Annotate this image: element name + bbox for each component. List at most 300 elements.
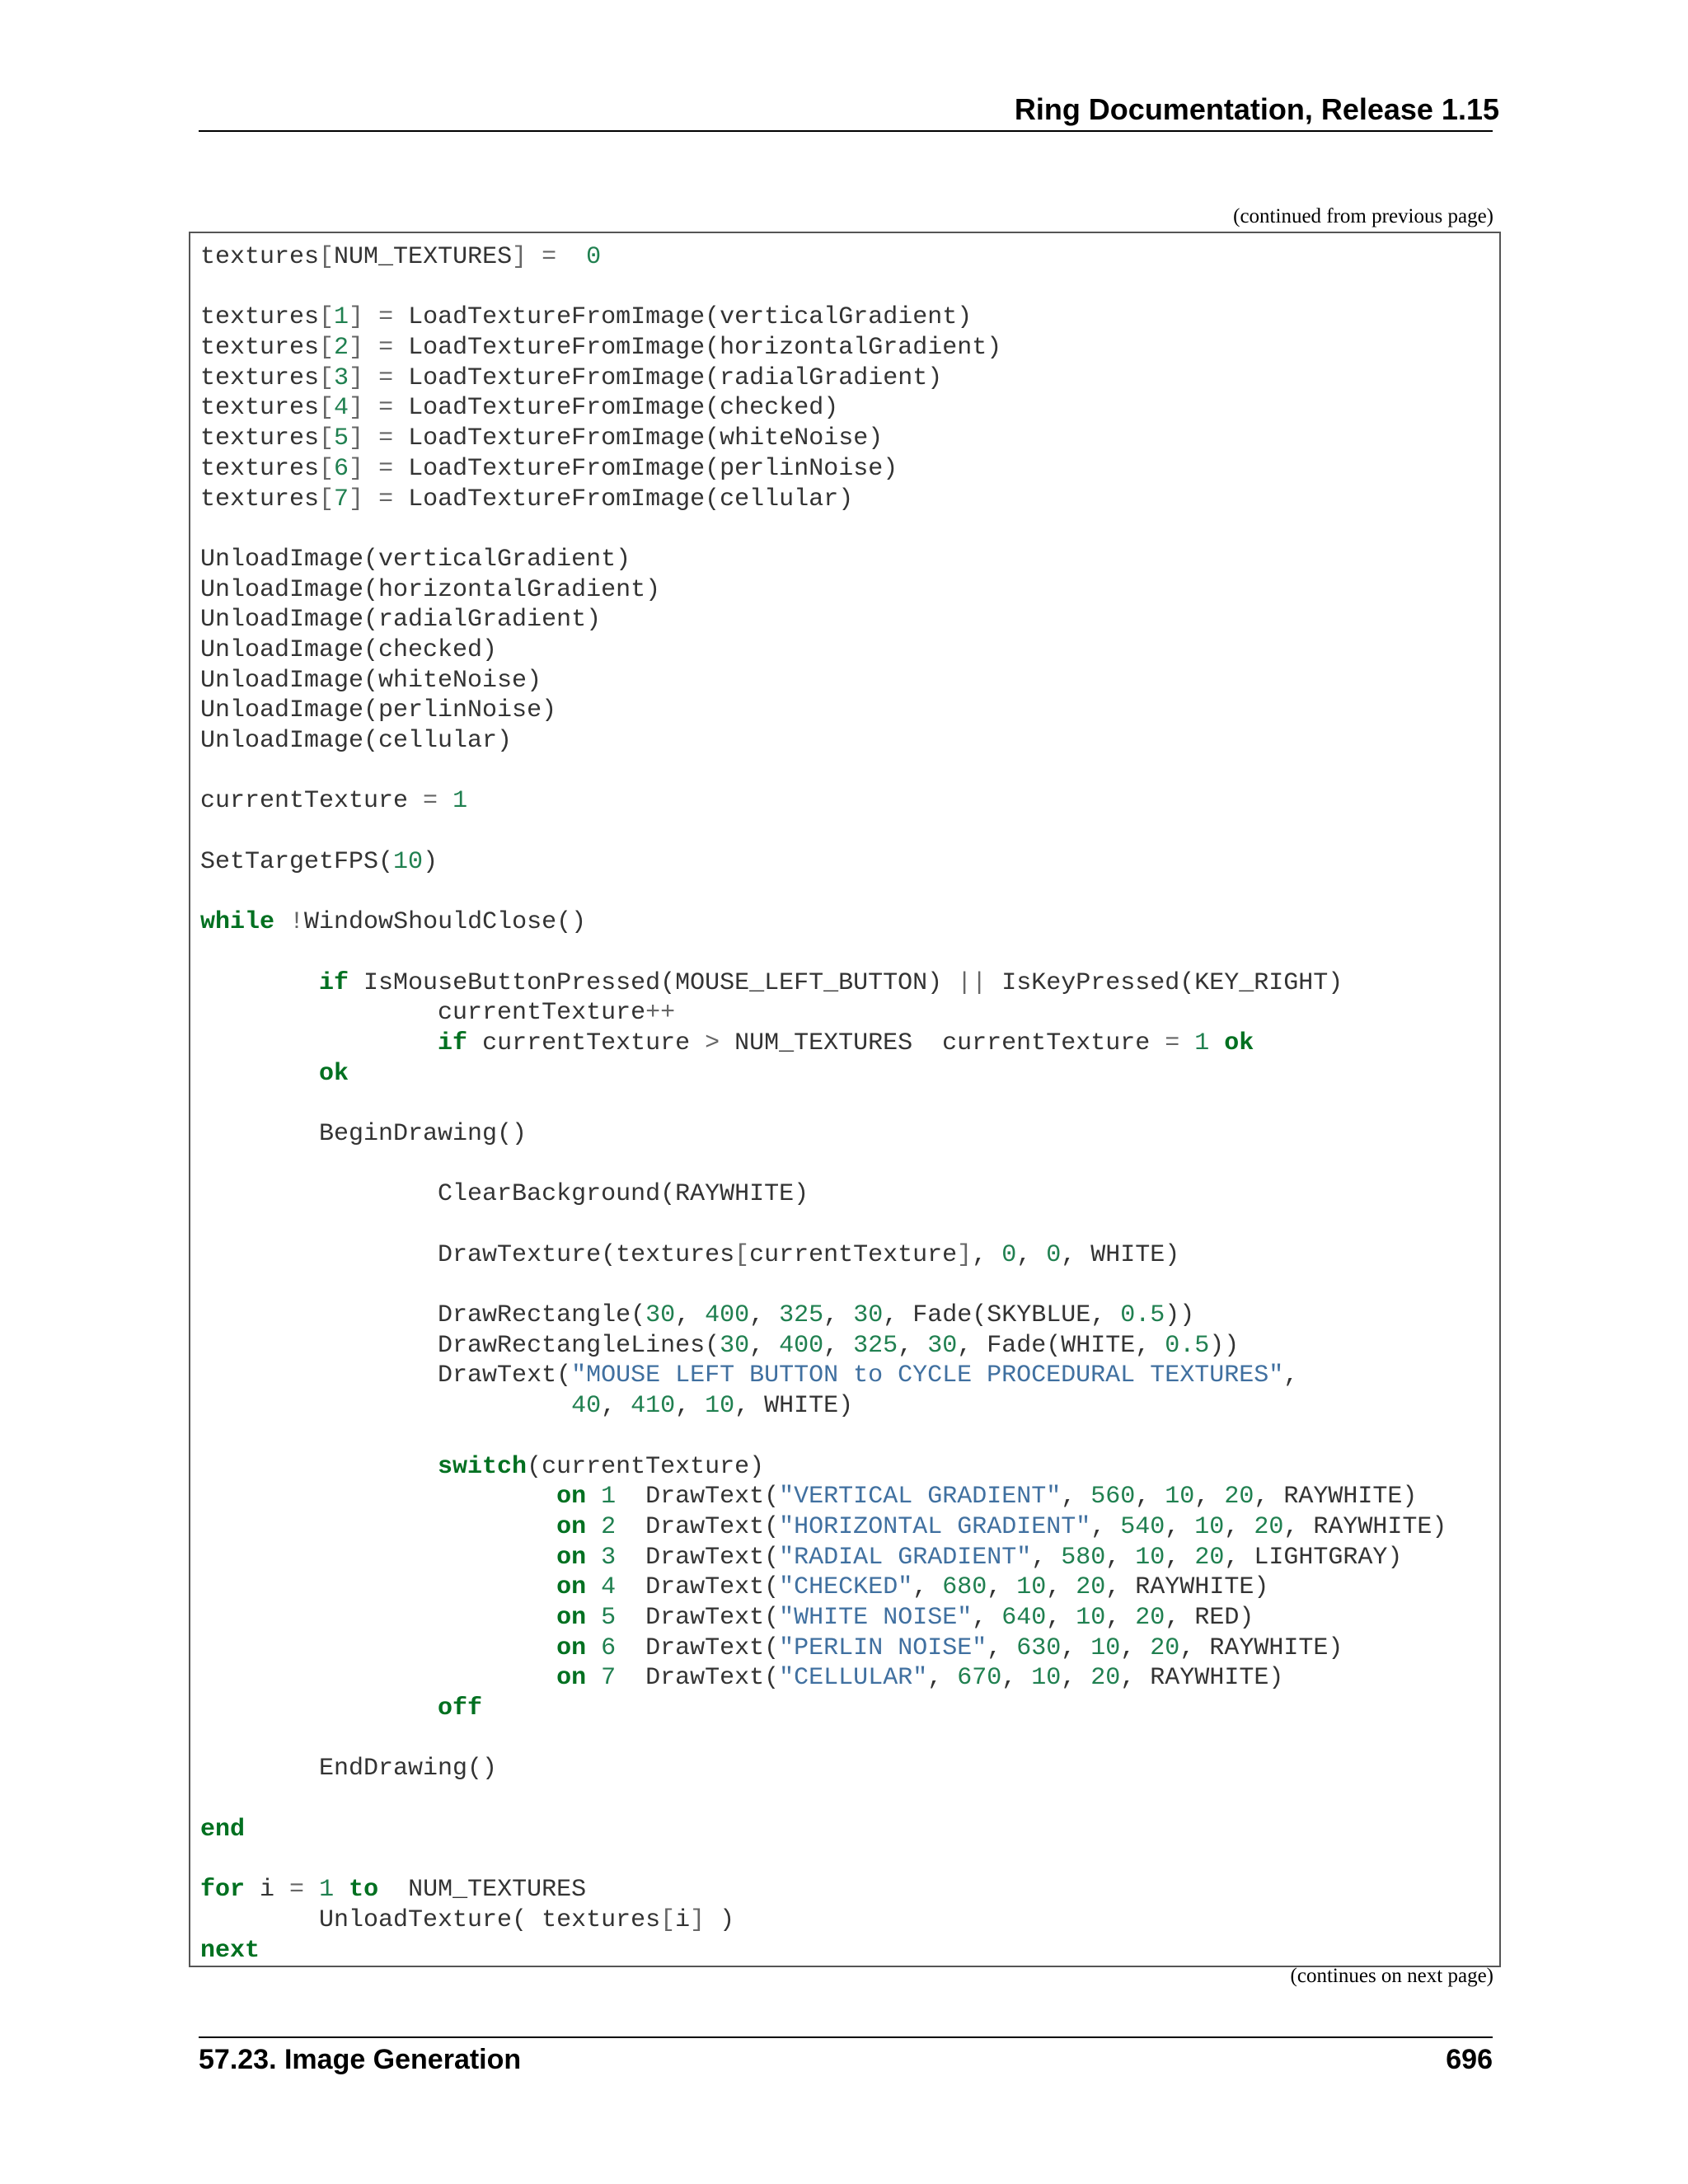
- code-token: "CHECKED": [779, 1573, 913, 1602]
- code-token: 20: [1150, 1633, 1180, 1662]
- code-token: [: [319, 303, 335, 332]
- code-token: [: [319, 485, 335, 513]
- code-token: 6: [601, 1633, 617, 1662]
- code-token: 0: [1001, 1240, 1017, 1269]
- code-token: NUM_TEXTURES: [334, 243, 513, 271]
- code-token: [363, 303, 378, 331]
- code-token: [363, 485, 378, 513]
- code-token: on: [556, 1483, 587, 1511]
- code-line: [200, 273, 1447, 303]
- code-line: [200, 1572, 1447, 1603]
- code-token: 30: [720, 1331, 750, 1360]
- code-token: LoadTextureFromImage(radialGradient): [393, 363, 943, 392]
- code-token: ,: [1283, 1361, 1299, 1390]
- code-token: 10: [1165, 1483, 1195, 1511]
- code-token: ,: [1061, 1664, 1091, 1693]
- code-token: 20: [1254, 1512, 1284, 1541]
- code-token: 20: [1090, 1664, 1121, 1693]
- code-token: ]: [349, 424, 364, 453]
- code-line: [200, 1603, 1447, 1633]
- code-token: 0: [1046, 1240, 1062, 1269]
- code-token: , WHITE): [1061, 1240, 1180, 1269]
- code-token: , RED): [1165, 1603, 1254, 1632]
- code-token: ]: [957, 1240, 973, 1269]
- code-token: end: [200, 1815, 246, 1844]
- code-line: [200, 1482, 1447, 1512]
- code-token: [200, 1573, 556, 1601]
- code-token: [304, 1876, 319, 1904]
- code-token: DrawText(: [616, 1483, 780, 1511]
- code-token: IsMouseButtonPressed(MOUSE_LEFT_BUTTON): [349, 968, 958, 997]
- code-line: [200, 968, 1447, 999]
- code-token: ]: [349, 394, 364, 423]
- code-token: 0.5: [1120, 1301, 1165, 1330]
- code-token: 540: [1120, 1512, 1165, 1541]
- code-line: [200, 1210, 1447, 1240]
- code-token: ,: [1165, 1512, 1195, 1541]
- code-token: i: [245, 1876, 290, 1905]
- code-line: [200, 1391, 1447, 1422]
- code-line: [200, 817, 1447, 847]
- code-token: ,: [675, 1301, 706, 1330]
- code-line: [200, 1452, 1447, 1483]
- code-token: 0: [586, 243, 602, 271]
- code-line: [200, 847, 1447, 878]
- code-token: [1179, 1029, 1194, 1057]
- code-token: 400: [705, 1301, 750, 1330]
- code-token: 640: [1001, 1603, 1047, 1632]
- code-token: ,: [601, 1392, 631, 1421]
- code-token: , Fade(WHITE,: [957, 1331, 1165, 1360]
- code-line: [200, 907, 1447, 938]
- code-token: 680: [942, 1573, 987, 1602]
- code-line: [200, 242, 1447, 273]
- code-token: 10: [1076, 1603, 1106, 1632]
- code-token: ,: [972, 1603, 1002, 1632]
- code-line: [200, 545, 1447, 575]
- code-token: off: [438, 1694, 483, 1722]
- code-token: ,: [1046, 1573, 1076, 1602]
- code-line: [200, 1150, 1447, 1180]
- code-token: "MOUSE LEFT BUTTON to CYCLE PROCEDURAL TEXTURES": [571, 1361, 1284, 1390]
- code-token: ,: [927, 1664, 958, 1693]
- code-token: ,: [823, 1301, 854, 1330]
- code-token: NUM_TEXTURES: [378, 1876, 587, 1905]
- code-token: "VERTICAL GRADIENT": [779, 1483, 1062, 1511]
- code-token: [527, 243, 542, 271]
- code-token: =: [378, 424, 394, 453]
- code-token: 1: [601, 1483, 617, 1511]
- code-line: [200, 333, 1447, 363]
- code-line: [200, 1724, 1447, 1755]
- page-number: 696: [1446, 2044, 1493, 2075]
- code-token: ,: [1046, 1603, 1076, 1632]
- code-token: textures: [200, 303, 320, 332]
- code-token: ,: [987, 1573, 1017, 1602]
- code-token: 30: [927, 1331, 958, 1360]
- code-line: [200, 786, 1447, 817]
- code-line: [200, 363, 1447, 394]
- code-token: "WHITE NOISE": [779, 1603, 973, 1632]
- code-token: textures: [200, 334, 320, 363]
- code-token: if: [438, 1029, 468, 1057]
- code-line: [200, 1270, 1447, 1301]
- code-token: "RADIAL GRADIENT": [779, 1543, 1032, 1572]
- code-token: "HORIZONTAL GRADIENT": [779, 1512, 1091, 1541]
- code-token: =: [378, 394, 394, 423]
- code-token: [556, 243, 586, 271]
- code-token: [200, 1453, 438, 1481]
- code-line: [200, 1815, 1447, 1845]
- code-token: ,: [675, 1392, 706, 1421]
- code-token: ClearBackground(RAYWHITE): [200, 1180, 809, 1209]
- code-token: 10: [1194, 1512, 1225, 1541]
- code-token: ]: [349, 303, 364, 332]
- code-token: ): [705, 1905, 735, 1934]
- code-token: currentTexture: [200, 787, 424, 816]
- code-line: [200, 1663, 1447, 1694]
- code-line: [200, 1059, 1447, 1090]
- code-line: [200, 1633, 1447, 1664]
- code-token: ,: [1224, 1512, 1254, 1541]
- code-token: 20: [1135, 1603, 1165, 1632]
- code-token: 1: [319, 1876, 335, 1905]
- code-line: [200, 1029, 1447, 1059]
- code-line: [200, 1179, 1447, 1210]
- code-token: , RAYWHITE): [1120, 1664, 1284, 1693]
- code-token: 20: [1076, 1573, 1106, 1602]
- code-token: [586, 1634, 601, 1662]
- code-token: LoadTextureFromImage(verticalGradient): [393, 303, 973, 332]
- code-token: DrawTexture(textures: [200, 1240, 735, 1269]
- code-token: [586, 1544, 601, 1572]
- code-token: UnloadTexture( textures: [200, 1905, 661, 1934]
- code-line: [200, 696, 1447, 726]
- code-token: textures: [200, 363, 320, 392]
- code-token: ,: [1120, 1633, 1151, 1662]
- code-line: [200, 757, 1447, 787]
- code-token: textures: [200, 394, 320, 423]
- code-token: )): [1209, 1331, 1240, 1360]
- code-line: [200, 666, 1447, 696]
- code-line: [200, 575, 1447, 606]
- code-token: [: [319, 363, 335, 392]
- code-token: "CELLULAR": [779, 1664, 928, 1693]
- code-line: [200, 1543, 1447, 1573]
- code-token: 4: [334, 394, 349, 423]
- code-token: 0.5: [1165, 1331, 1210, 1360]
- code-token: 30: [853, 1301, 884, 1330]
- code-token: [334, 1876, 349, 1904]
- code-token: next: [200, 1936, 260, 1965]
- code-line: [200, 1331, 1447, 1361]
- code-token: =: [378, 334, 394, 363]
- code-token: )): [1165, 1301, 1195, 1330]
- code-token: ,: [1090, 1512, 1121, 1541]
- code-token: 1: [452, 787, 468, 816]
- code-token: ,: [1165, 1543, 1195, 1572]
- code-token: [200, 1544, 556, 1572]
- code-token: ,: [1061, 1633, 1091, 1662]
- code-token: [586, 1483, 601, 1511]
- code-token: =: [1165, 1029, 1180, 1057]
- code-token: DrawRectangleLines(: [200, 1331, 720, 1360]
- code-line: [200, 938, 1447, 968]
- code-token: UnloadImage(whiteNoise): [200, 666, 542, 695]
- code-token: on: [556, 1664, 587, 1693]
- code-token: ,: [749, 1301, 780, 1330]
- code-token: ): [423, 847, 438, 876]
- code-token: [586, 1573, 601, 1601]
- code-token: on: [556, 1512, 587, 1541]
- code-token: !: [289, 908, 305, 937]
- code-line: [200, 1844, 1447, 1875]
- code-token: DrawText(: [616, 1573, 780, 1602]
- code-token: , Fade(SKYBLUE,: [883, 1301, 1121, 1330]
- code-token: 10: [1090, 1633, 1121, 1662]
- code-line: [200, 1936, 1447, 1966]
- code-token: DrawText(: [616, 1543, 780, 1572]
- code-token: , RAYWHITE): [1254, 1483, 1418, 1511]
- code-token: ,: [1031, 1543, 1062, 1572]
- code-token: 7: [601, 1664, 617, 1693]
- code-token: 4: [601, 1573, 617, 1602]
- code-token: DrawText(: [616, 1512, 780, 1541]
- code-token: 400: [779, 1331, 824, 1360]
- code-token: [200, 1664, 556, 1692]
- code-block: [189, 232, 1501, 1967]
- code-token: NUM_TEXTURES currentTexture: [720, 1029, 1165, 1057]
- code-token: >: [705, 1029, 720, 1057]
- code-token: 10: [1135, 1543, 1165, 1572]
- code-token: ,: [1001, 1664, 1032, 1693]
- code-token: [363, 334, 378, 362]
- code-token: 670: [957, 1664, 1002, 1693]
- code-line: [200, 1422, 1447, 1452]
- code-token: UnloadImage(checked): [200, 635, 498, 664]
- code-token: ok: [319, 1059, 349, 1088]
- code-token: DrawText(: [616, 1664, 780, 1693]
- code-token: ,: [1061, 1483, 1091, 1511]
- code-token: [200, 1694, 438, 1722]
- code-token: (currentTexture): [527, 1452, 765, 1481]
- code-token: [586, 1664, 601, 1692]
- code-line: [200, 1784, 1447, 1815]
- code-line: [200, 514, 1447, 545]
- code-token: , RAYWHITE): [1283, 1512, 1447, 1541]
- code-line: [200, 1875, 1447, 1905]
- code-token: 6: [334, 454, 349, 483]
- code-token: [1209, 1029, 1224, 1057]
- code-token: [: [734, 1240, 750, 1269]
- code-token: ,: [1135, 1483, 1165, 1511]
- code-token: 30: [645, 1301, 676, 1330]
- code-token: [363, 455, 378, 483]
- code-token: ]: [512, 243, 528, 271]
- code-token: 2: [601, 1512, 617, 1541]
- code-token: 20: [1224, 1483, 1254, 1511]
- code-token: 580: [1061, 1543, 1106, 1572]
- code-token: BeginDrawing(): [200, 1119, 528, 1148]
- code-token: 1: [1194, 1029, 1210, 1057]
- code-token: ,: [987, 1633, 1017, 1662]
- code-line: [200, 393, 1447, 424]
- code-token: ,: [972, 1240, 1002, 1269]
- code-line: [200, 605, 1447, 635]
- code-line: [200, 454, 1447, 485]
- code-token: IsKeyPressed(KEY_RIGHT): [987, 968, 1343, 997]
- code-token: 325: [779, 1301, 824, 1330]
- code-token: ]: [349, 454, 364, 483]
- code-token: 10: [1016, 1573, 1047, 1602]
- code-line: [200, 1119, 1447, 1150]
- code-token: =: [289, 1876, 305, 1905]
- code-token: 20: [1194, 1543, 1225, 1572]
- code-token: WindowShouldClose(): [304, 908, 587, 937]
- code-token: , RAYWHITE): [1105, 1573, 1269, 1602]
- code-line: [200, 485, 1447, 515]
- code-token: ,: [1016, 1240, 1047, 1269]
- code-token: ||: [957, 968, 987, 997]
- code-token: UnloadImage(horizontalGradient): [200, 575, 661, 604]
- code-token: currentTexture: [200, 999, 646, 1028]
- code-token: [: [319, 454, 335, 483]
- code-token: [438, 787, 452, 815]
- code-token: ++: [645, 999, 676, 1028]
- code-line: [200, 1512, 1447, 1543]
- code-token: 630: [1016, 1633, 1062, 1662]
- code-line: [200, 424, 1447, 454]
- code-token: textures: [200, 243, 320, 271]
- code-token: =: [378, 454, 394, 483]
- code-line: [200, 1905, 1447, 1936]
- footer-section-title: 57.23. Image Generation: [199, 2044, 522, 2075]
- code-line: [200, 1301, 1447, 1331]
- code-token: =: [378, 363, 394, 392]
- code-listing: [200, 242, 1447, 1966]
- code-token: [200, 1029, 438, 1057]
- code-token: 10: [1031, 1664, 1062, 1693]
- code-token: UnloadImage(verticalGradient): [200, 545, 631, 574]
- code-token: 10: [393, 847, 424, 876]
- code-token: [586, 1513, 601, 1541]
- footer-divider: [199, 2036, 1493, 2038]
- code-token: UnloadImage(perlinNoise): [200, 696, 557, 725]
- code-token: [586, 1604, 601, 1632]
- code-token: [200, 1483, 556, 1511]
- code-token: DrawText(: [200, 1361, 572, 1390]
- code-token: DrawRectangle(: [200, 1301, 646, 1330]
- code-line: [200, 1754, 1447, 1784]
- code-token: =: [378, 485, 394, 513]
- code-line: [200, 877, 1447, 907]
- code-token: ]: [349, 334, 364, 363]
- code-token: 5: [334, 424, 349, 453]
- code-line: [200, 1694, 1447, 1724]
- code-token: 1: [334, 303, 349, 332]
- code-line: [200, 1089, 1447, 1119]
- code-line: [200, 1240, 1447, 1271]
- code-token: LoadTextureFromImage(cellular): [393, 485, 854, 513]
- code-token: LoadTextureFromImage(perlinNoise): [393, 454, 898, 483]
- code-token: ,: [1105, 1603, 1136, 1632]
- code-token: DrawText(: [616, 1603, 780, 1632]
- code-token: 410: [631, 1392, 676, 1421]
- code-token: to: [349, 1876, 379, 1905]
- code-token: currentTexture: [467, 1029, 706, 1057]
- code-token: [363, 364, 378, 392]
- code-token: DrawText(: [616, 1633, 780, 1662]
- code-token: 10: [705, 1392, 735, 1421]
- code-token: ]: [349, 485, 364, 513]
- code-token: currentTexture: [749, 1240, 958, 1269]
- code-token: 2: [334, 334, 349, 363]
- code-token: on: [556, 1603, 587, 1632]
- code-token: UnloadImage(radialGradient): [200, 606, 602, 635]
- code-token: 40: [571, 1392, 602, 1421]
- code-token: [: [319, 424, 335, 453]
- code-token: 325: [853, 1331, 898, 1360]
- code-token: UnloadImage(cellular): [200, 727, 513, 755]
- code-token: [200, 1604, 556, 1632]
- code-token: on: [556, 1573, 587, 1602]
- code-token: [363, 394, 378, 422]
- code-token: if: [319, 968, 349, 997]
- code-token: [363, 424, 378, 452]
- code-token: [: [319, 243, 335, 271]
- code-token: [200, 1060, 319, 1088]
- code-token: =: [378, 303, 394, 332]
- code-token: [200, 1513, 556, 1541]
- code-token: [200, 1392, 571, 1420]
- code-token: ,: [749, 1331, 780, 1360]
- code-token: textures: [200, 424, 320, 453]
- code-token: for: [200, 1876, 246, 1905]
- code-token: textures: [200, 454, 320, 483]
- code-token: "PERLIN NOISE": [779, 1633, 987, 1662]
- code-token: i: [675, 1905, 691, 1934]
- code-token: , RAYWHITE): [1179, 1633, 1343, 1662]
- code-line: [200, 302, 1447, 333]
- header-divider: [199, 130, 1493, 132]
- code-token: ,: [1194, 1483, 1225, 1511]
- code-token: EndDrawing(): [200, 1755, 498, 1783]
- code-token: 5: [601, 1603, 617, 1632]
- code-token: [274, 908, 289, 936]
- code-line: [200, 1361, 1447, 1391]
- code-token: ,: [823, 1331, 854, 1360]
- code-token: LoadTextureFromImage(checked): [393, 394, 839, 423]
- code-token: ,: [898, 1331, 928, 1360]
- continues-on-note: (continues on next page): [1290, 1965, 1493, 1987]
- code-token: ]: [690, 1905, 706, 1934]
- code-token: SetTargetFPS(: [200, 847, 394, 876]
- code-token: LoadTextureFromImage(horizontalGradient): [393, 334, 1002, 363]
- code-token: LoadTextureFromImage(whiteNoise): [393, 424, 884, 453]
- code-token: 3: [334, 363, 349, 392]
- code-token: [: [319, 334, 335, 363]
- code-token: [200, 969, 319, 997]
- code-line: [200, 726, 1447, 757]
- code-token: [: [319, 394, 335, 423]
- code-token: , WHITE): [734, 1392, 854, 1421]
- code-token: 560: [1090, 1483, 1136, 1511]
- code-token: ]: [349, 363, 364, 392]
- code-token: ,: [1105, 1543, 1136, 1572]
- page-header-title: Ring Documentation, Release 1.15: [1014, 92, 1499, 126]
- code-token: 3: [601, 1543, 617, 1572]
- code-token: ok: [1224, 1029, 1254, 1057]
